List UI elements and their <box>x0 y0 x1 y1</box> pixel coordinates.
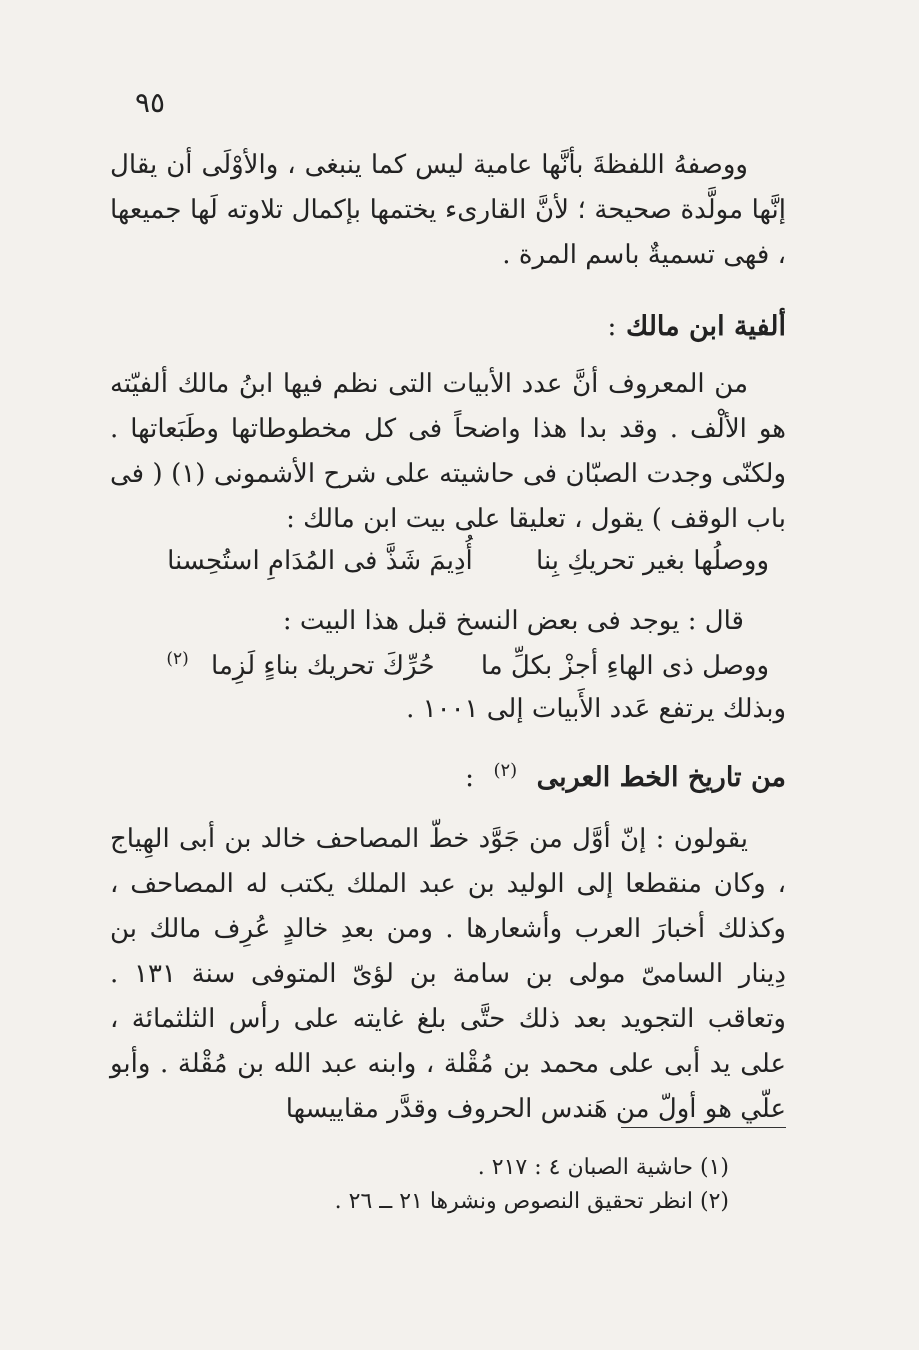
qal-line <box>283 606 744 636</box>
paragraph-text: ووصفهُ اللفظةَ بأنَّها عامية ليس كما ينبغى ، والأوْلَى أن يقال إنَّها مولَّدة صحيحة ؛ لأنَّ القارىء يختمها بإكمال تلاوته لَها جميعها ، فهى تسميةٌ باسم المرة . <box>110 150 786 270</box>
section-heading-arabic-script <box>465 760 786 793</box>
heading-text: من تاريخ الخط العربى <box>536 762 786 793</box>
heading-text: ألفية ابن مالك <box>625 311 786 342</box>
verse-second-hemistich: أُدِيمَ شَذَّ فى المُدَامِ استُحِسنا <box>167 546 473 576</box>
footnote-divider <box>621 1127 786 1128</box>
paragraph-text: من المعروف أنَّ عدد الأبيات التى نظم فيها ابنُ مالك ألفيّته هو الألْف . وقد بدا هذا واضحاً فى كل مخطوطاتها وطَبَعاتها . ولكنّى وجدت الصبّان فى حاشيته على شرح الأشمونى (١) ( فى باب الوقف ) يقول ، تعليقا على بيت ابن مالك : <box>110 369 787 534</box>
footnote-1: (١) حاشية الصبان ٤ : ٢١٧ . <box>477 1155 729 1180</box>
page-number: ٩٥ <box>135 86 166 119</box>
heading-colon: : <box>464 762 475 793</box>
section-heading-alfiyya <box>607 311 786 342</box>
intro-paragraph <box>110 143 786 278</box>
closing-line <box>406 694 786 724</box>
footnote-marker: (٢) <box>166 649 189 669</box>
paragraph-text: يقولون : إنّ أوَّل من جَوَّد خطّ المصاحف خالد بن أبى الهِياج ، وكان منقطعا إلى الوليد بن عبد الملك يكتب له المصاحف ، وكذلك أخبارَ العرب وأشعارها . ومن بعدِ خالدٍ عُرِف مالك بن دِينار السامىّ مولى بن سامة بن لؤىّ المتوفى سنة ١٣١ . وتعاقب التجويد بعد ذلك حتَّى بلغ غايته على رأس الثلثمائة ، على يد أبى على محمد بن مُقْلة ، وابنه عبد الله بن مُقْلة . وأبو علّي هو أولّ من هَندس الحروف وقدَّر مقاييسها <box>110 824 786 1124</box>
heading-colon: : <box>607 311 617 342</box>
verse-line-2 <box>166 649 769 681</box>
verse-first-hemistich: ووصل ذى الهاءِ أجزْ بكلِّ ما <box>480 650 769 681</box>
arabic-script-paragraph <box>110 817 786 1132</box>
verse-second-hemistich: حُرِّكَ تحريك بناءٍ لَزِما <box>211 650 435 681</box>
closing-text: وبذلك يرتفع عَدد الأَبيات إلى ١٠٠١ . <box>406 694 786 724</box>
verse-first-hemistich: ووصلُها بغير تحريكِ بِنا <box>536 546 769 576</box>
verse-line-1 <box>167 546 769 576</box>
footnote-2: (٢) انظر تحقيق النصوص ونشرها ٢١ ــ ٢٦ . <box>334 1189 729 1214</box>
alfiyya-paragraph <box>110 362 786 542</box>
qal-text: قال : يوجد فى بعض النسخ قبل هذا البيت : <box>282 606 744 636</box>
footnote-marker: (٢) <box>493 760 518 781</box>
